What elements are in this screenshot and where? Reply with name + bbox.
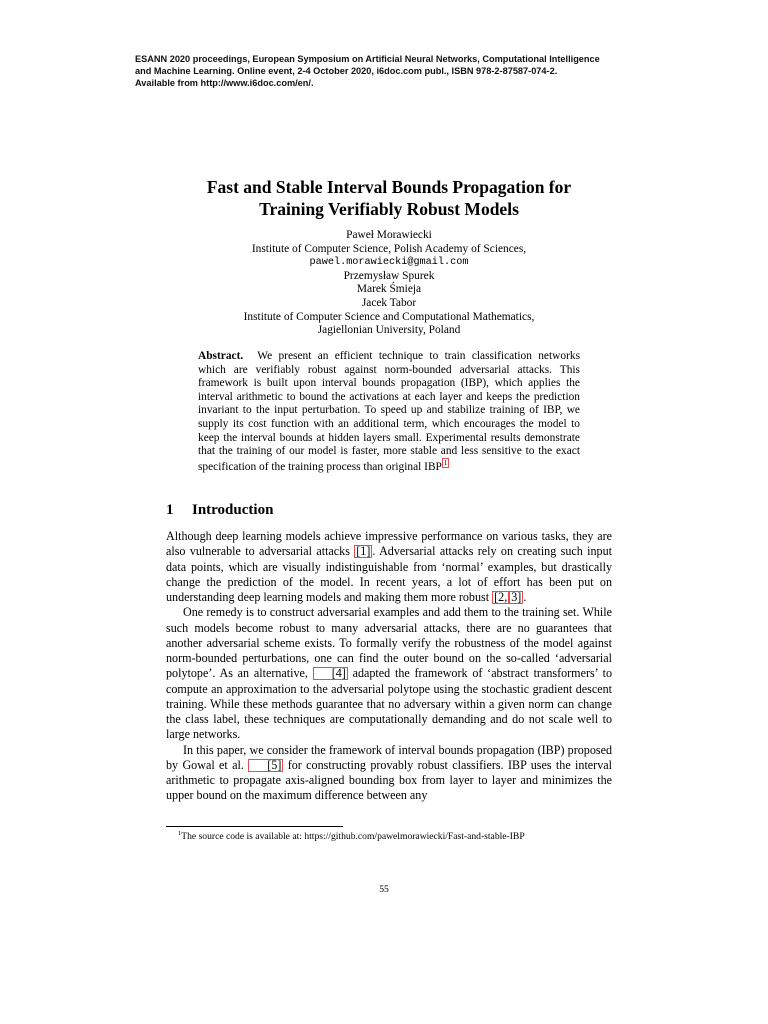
footnote-link[interactable]: 1 — [443, 458, 448, 467]
abstract — [198, 350, 580, 474]
citation-link[interactable]: 3] — [511, 590, 522, 604]
section-number: 1 — [166, 502, 174, 518]
footnote-rule — [166, 826, 343, 827]
footnote — [178, 828, 618, 843]
author-name: Jacek Tabor — [361, 296, 417, 309]
paper-title — [150, 176, 628, 220]
paragraph-text: adapted the framework of ‘abstract transformers’ to compute an approximation to the adversarial polytope using the stochastic gradient descent training. While these methods guarantee that no adversary within a given norm can change the class label, these techniques are computationally demanding and do not scale well to large networks. — [166, 666, 612, 742]
paragraph-text: In this paper, we consider the framework of interval bounds propagation (IBP) proposed by Gowal et al. — [166, 742, 612, 772]
citation-link[interactable]: [4] — [313, 667, 348, 680]
abstract-label: Abstract. — [198, 350, 244, 362]
paragraph — [166, 605, 612, 742]
paragraph — [166, 743, 612, 804]
header-line-1: ESANN 2020 proceedings, European Symposium on Artificial Neural Networks, Computational Intelligence — [135, 54, 600, 64]
section-heading — [166, 501, 273, 519]
footnote-text: The source code is available at: https://github.com/pawelmorawiecki/Fast-and-stable-IBP — [181, 831, 525, 843]
section-title: Introduction — [192, 502, 274, 518]
author-affiliation: Institute of Computer Science and Computational Mathematics, — [243, 310, 535, 323]
header-line-2: and Machine Learning. Online event, 2-4 October 2020, i6doc.com publ., ISBN 978-2-87587-074-2. — [135, 66, 558, 76]
citation-link[interactable]: [1] — [356, 544, 371, 559]
proceedings-header — [135, 53, 635, 89]
author-name: Marek Śmieja — [356, 283, 422, 296]
paragraph-text: Although deep learning models achieve impressive performance on various tasks, they are also vulnerable to adversarial attacks — [166, 529, 612, 559]
paragraph-text: . — [523, 590, 527, 604]
citation-link[interactable]: [5] — [248, 759, 283, 772]
header-line-3: Available from http://www.i6doc.com/en/. — [135, 78, 314, 88]
author-affiliation: Institute of Computer Science, Polish Academy of Sciences, — [251, 242, 527, 255]
author-email[interactable]: pawel.morawiecki@gmail.com — [309, 257, 469, 269]
citation-link[interactable]: [2, — [494, 590, 508, 604]
section-body — [166, 529, 612, 804]
abstract-text: We present an efficient technique to train classification networks which are verifiably robust against norm-bounded adversarial attacks. This framework is built upon interval bounds propagation (IBP), which applies the interval arithmetic to bound the activations at each layer and keeps the prediction invariant to the input perturbation. To speed up and stabilize training of IBP, we supply its cost function with an additional term, which encourages the model to keep the interval bounds at hidden layers small. Experimental results demonstrate that the training of our model is faster, more stable and less sensitive to the exact specification of the training process than original IBP — [198, 350, 580, 473]
title-line-2: Training Verifiably Robust Models — [259, 199, 519, 219]
author-name: Paweł Morawiecki — [346, 229, 432, 241]
title-line-1: Fast and Stable Interval Bounds Propagation for — [206, 177, 572, 197]
page-number: 55 — [379, 884, 389, 895]
paragraph-text: for constructing provably robust classifiers. IBP uses the interval arithmetic to propagate axis-aligned bounding box from layer to layer and minimizes the upper bound on the maximum difference between any — [166, 757, 612, 803]
author-affiliation: Jagiellonian University, Poland — [317, 324, 461, 337]
author-block — [150, 229, 628, 338]
footnote-mark: 1 — [178, 830, 182, 837]
paragraph-text: One remedy is to construct adversarial examples and add them to the training set. While such models become robust to many adversarial attacks, there are no guarantees that another adversarial scheme exists. To formally verify the robustness of the model against norm-bounded perturbations, one can find the outer bound on the so-called ‘adversarial polytope’. As an alternative, — [166, 605, 612, 681]
paragraph — [166, 529, 612, 605]
paragraph-text: . Adversarial attacks rely on creating such input data points, which are visually indistinguishable from ‘normal’ examples, but drastically change the prediction of the model. In recent years, a lot of effort has been put on understanding deep learning models and making them more robust — [166, 544, 612, 604]
author-name: Przemysław Spurek — [343, 269, 435, 282]
